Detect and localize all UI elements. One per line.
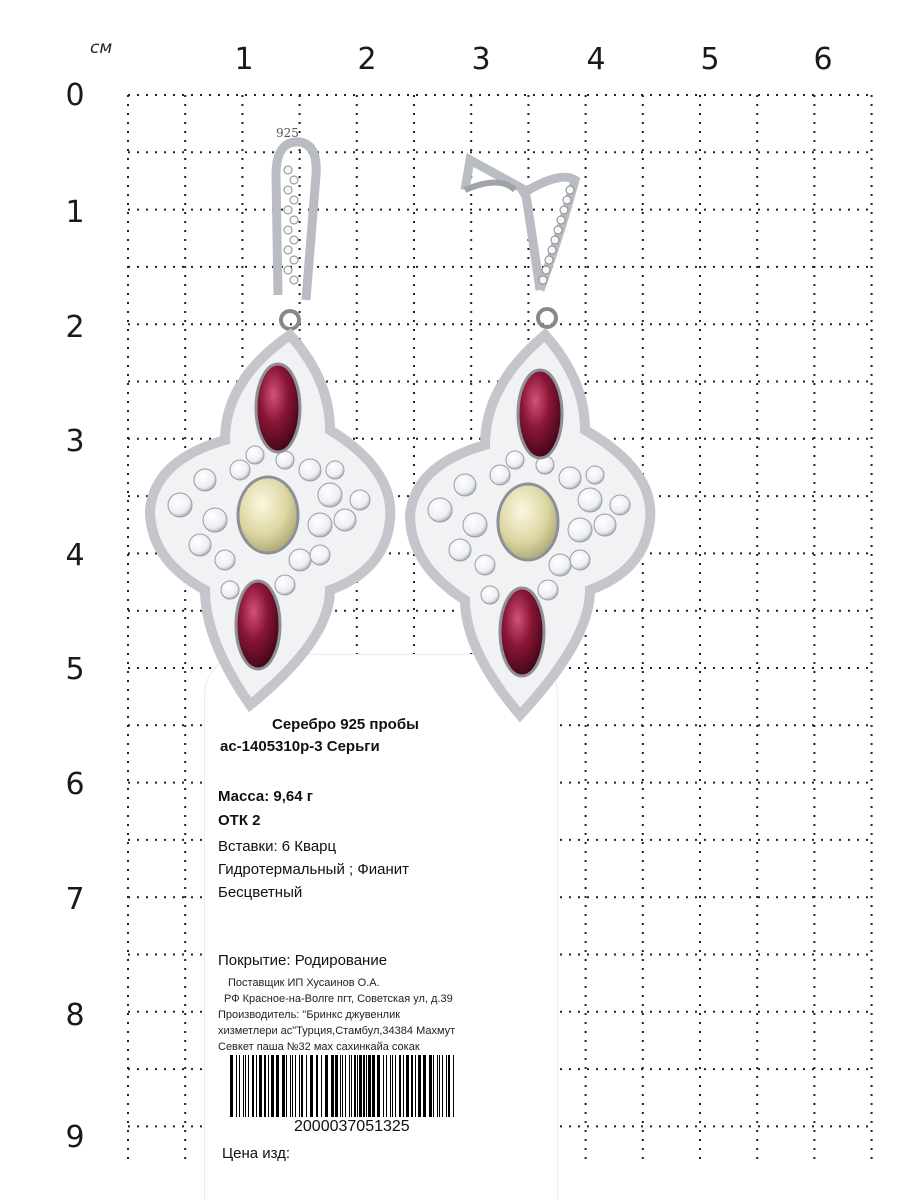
ruler-y-label: 0 <box>65 78 85 113</box>
tag-inserts-line-2: Гидротермальный ; Фианит <box>218 861 409 878</box>
hook-pave-stone <box>290 276 298 284</box>
hook-pave-stone <box>284 186 292 194</box>
cz-stone <box>428 498 452 522</box>
left-hook-stones <box>284 166 298 284</box>
cz-stone <box>490 465 510 485</box>
tag-maker-line-2: хизметлери ас"Турция,Стамбул,34384 Махмут <box>218 1025 456 1037</box>
tag-price-label: Цена изд: <box>222 1145 291 1162</box>
hallmark-stamp: 925 <box>276 126 299 140</box>
cz-stone <box>610 495 630 515</box>
ruler-x-label: 6 <box>813 42 833 77</box>
hook-pave-stone <box>284 266 292 274</box>
cz-stone <box>334 509 356 531</box>
cz-stone <box>454 474 476 496</box>
ruler-y-label: 5 <box>65 652 85 687</box>
cz-stone <box>475 555 495 575</box>
cz-stone <box>246 446 264 464</box>
cz-stone <box>276 451 294 469</box>
ruler-x-label: 5 <box>700 42 720 77</box>
right-quartz <box>498 484 558 560</box>
right-earring <box>410 160 650 715</box>
tag-inserts-line-3: Бесцветный <box>218 884 303 901</box>
cz-stone <box>449 539 471 561</box>
cz-stone <box>308 513 332 537</box>
hook-pave-stone <box>290 176 298 184</box>
cz-stone <box>310 545 330 565</box>
ruler-y-label: 3 <box>65 424 85 459</box>
tag-supplier-line-2: РФ Красное-на-Волге пгт, Советская ул, д.39 <box>224 993 453 1005</box>
ruler-y-label: 2 <box>65 310 85 345</box>
cz-stone <box>203 508 227 532</box>
cz-stone <box>578 488 602 512</box>
left-quartz <box>238 477 298 553</box>
left-bottom-garnet <box>236 581 280 669</box>
hook-pave-stone <box>554 226 562 234</box>
hook-pave-stone <box>557 216 565 224</box>
cz-stone <box>570 550 590 570</box>
cz-stone <box>594 514 616 536</box>
cz-stone <box>481 586 499 604</box>
cz-stone <box>549 554 571 576</box>
cz-stone <box>299 459 321 481</box>
hook-pave-stone <box>545 256 553 264</box>
ruler-y-label: 7 <box>65 882 85 917</box>
tag-maker-line-3: Севкет паша №32 мах сахинкайа сокак <box>218 1041 420 1053</box>
hook-pave-stone <box>542 266 550 274</box>
ruler-x-label: 4 <box>586 42 606 77</box>
cz-stone <box>350 490 370 510</box>
ruler-x-label: 1 <box>234 42 254 77</box>
left-top-garnet <box>256 364 300 452</box>
left-earring <box>150 126 390 705</box>
hook-pave-stone <box>290 236 298 244</box>
hook-pave-stone <box>284 246 292 254</box>
tag-mass: Масса: 9,64 г <box>218 788 314 805</box>
cz-stone <box>538 580 558 600</box>
cz-stone <box>506 451 524 469</box>
ruler-y-label: 9 <box>65 1120 85 1155</box>
hook-pave-stone <box>290 196 298 204</box>
hook-pave-stone <box>284 206 292 214</box>
cz-stone <box>559 467 581 489</box>
cz-stone <box>275 575 295 595</box>
cz-stone <box>230 460 250 480</box>
tag-title: Серебро 925 пробы <box>272 716 419 733</box>
tag-coating: Покрытие: Родирование <box>218 952 388 969</box>
tag-supplier-line-1: Поставщик ИП Хусаинов О.А. <box>228 977 380 989</box>
ruler-unit-label: см <box>90 38 113 58</box>
hook-pave-stone <box>284 166 292 174</box>
hook-pave-stone <box>560 206 568 214</box>
ruler-y-label: 8 <box>65 998 85 1033</box>
ruler-x-label: 3 <box>471 42 491 77</box>
ruler-y-label: 4 <box>65 538 85 573</box>
tag-maker-line-1: Производитель: "Бринкс джувенлик <box>218 1009 401 1021</box>
tag-article: ас-1405310р-3 Серьги <box>220 738 380 755</box>
cz-stone <box>326 461 344 479</box>
ruler-x-label: 2 <box>357 42 377 77</box>
cz-stone <box>168 493 192 517</box>
cz-stone <box>463 513 487 537</box>
cz-stone <box>318 483 342 507</box>
barcode-number: 2000037051325 <box>294 1118 410 1135</box>
hook-pave-stone <box>548 246 556 254</box>
cz-stone <box>568 518 592 542</box>
right-top-garnet <box>518 370 562 458</box>
hook-pave-stone <box>566 186 574 194</box>
ruler-y-label: 1 <box>65 195 85 230</box>
hook-pave-stone <box>539 276 547 284</box>
cz-stone <box>221 581 239 599</box>
cz-stone <box>586 466 604 484</box>
ruler-y-label: 6 <box>65 767 85 802</box>
hook-pave-stone <box>551 236 559 244</box>
hook-pave-stone <box>284 226 292 234</box>
cz-stone <box>189 534 211 556</box>
hook-pave-stone <box>290 216 298 224</box>
right-bottom-garnet <box>500 588 544 676</box>
tag-inserts-line-1: Вставки: 6 Кварц <box>218 838 337 855</box>
cz-stone <box>194 469 216 491</box>
cz-stone <box>289 549 311 571</box>
cz-stone <box>215 550 235 570</box>
right-earring-lever <box>465 160 575 290</box>
hook-pave-stone <box>290 256 298 264</box>
tag-otk: ОТК 2 <box>218 812 261 829</box>
hook-pave-stone <box>563 196 571 204</box>
